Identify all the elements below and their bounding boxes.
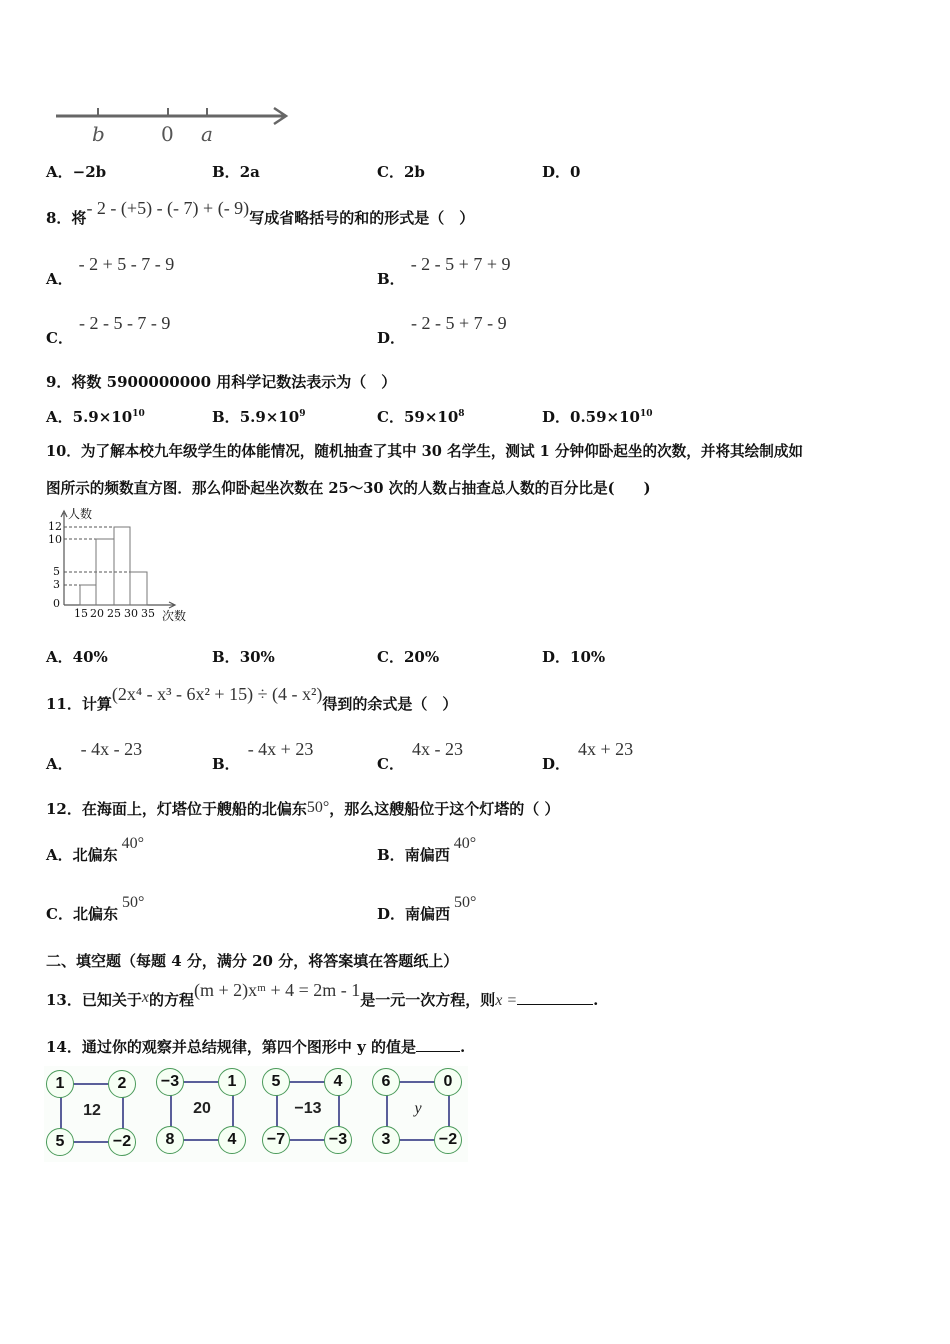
puzzle-figure-4 (372, 1068, 464, 1156)
node-bottom-left: 5 (46, 1128, 74, 1156)
node-top-left: 6 (372, 1068, 400, 1096)
y-tick-0: 0 (53, 597, 60, 610)
node-bottom-right: 4 (218, 1126, 246, 1154)
q9-option-b[interactable]: B．$5.9\times 10^9$ (212, 408, 306, 426)
y-tick-5: 5 (53, 565, 60, 578)
q10-option-c[interactable]: C．20% (377, 648, 440, 666)
q13-answer-blank[interactable] (517, 990, 593, 1005)
q10-option-a[interactable]: A．40% (46, 648, 108, 666)
x-tick-20: 20 (90, 607, 104, 620)
puzzle-figure-1 (46, 1070, 138, 1158)
q10-stem-line1: 10．为了解本校九年级学生的体能情况，随机抽查了其中 30 名学生，测试 1 分钟仰卧起坐的次数，并将其绘制成如 (46, 443, 804, 460)
q14-stem: 14．通过你的观察并总结规律，第四个图形中 y 的值是 . (46, 1038, 466, 1056)
q11-option-c[interactable]: C．4x - 23 (377, 739, 463, 773)
node-bottom-right: −3 (324, 1126, 352, 1154)
frequency-histogram (44, 507, 199, 622)
q8-option-b[interactable]: B．- 2 - 5 + 7 + 9 (377, 254, 511, 288)
q8-expression: - 2 - (+5) - (- 7) + (- 9) (86, 198, 250, 218)
q11-expression: (2x⁴ - x³ - 6x² + 15) ÷ (4 - x²) (111, 684, 323, 704)
y-tick-10: 10 (48, 533, 62, 546)
node-bottom-left: 8 (156, 1126, 184, 1154)
q7-option-d[interactable]: D．0 (542, 163, 581, 181)
q14-figures (44, 1066, 468, 1162)
q9-option-a[interactable]: A．$5.9\times 10^{10}$ (46, 408, 145, 426)
section-2-title: 二、填空题（每题 4 分，满分 20 分，将答案填在答题纸上） (46, 952, 459, 970)
q9-option-d[interactable]: D．$0.59\times 10^{10}$ (542, 408, 653, 426)
x-tick-15: 15 (74, 607, 88, 620)
node-top-right: 2 (108, 1070, 136, 1098)
q12-option-b[interactable]: B．南偏西40° (377, 835, 477, 864)
q8-option-c[interactable]: C．- 2 - 5 - 7 - 9 (46, 313, 171, 347)
x-tick-35: 35 (141, 607, 155, 620)
puzzle-figure-3 (262, 1068, 354, 1156)
q11-option-a[interactable]: A．- 4x - 23 (46, 739, 143, 773)
q13-stem: 13．已知关于x的方程(m + 2)xᵐ + 4 = 2m - 1是一元一次方程，则x = . (46, 980, 599, 1009)
q10-option-b[interactable]: B．30% (212, 648, 275, 666)
q11-option-b[interactable]: B．- 4x + 23 (212, 739, 314, 773)
node-top-right: 1 (218, 1068, 246, 1096)
node-top-left: −3 (156, 1068, 184, 1096)
node-top-left: 1 (46, 1070, 74, 1098)
q9-stem: 9．将数 5900000000 用科学记数法表示为（ ） (46, 373, 397, 391)
x-axis-label: 次数 (162, 609, 187, 623)
q10-option-d[interactable]: D．10% (542, 648, 606, 666)
label-b: b (92, 122, 105, 146)
node-bottom-left: 3 (372, 1126, 400, 1154)
x-tick-25: 25 (107, 607, 121, 620)
label-zero: 0 (161, 122, 174, 146)
node-top-left: 5 (262, 1068, 290, 1096)
q10-stem-line2: 图所示的频数直方图．那么仰卧起坐次数在 25～30 次的人数占抽查总人数的百分比是( ) (46, 480, 651, 497)
node-bottom-left: −7 (262, 1126, 290, 1154)
center-value-y: y (414, 1100, 422, 1117)
center-value: −13 (294, 1100, 322, 1117)
q7-option-b[interactable]: B．2a (212, 163, 260, 181)
q8-stem: 8．将- 2 - (+5) - (- 7) + (- 9)写成省略括号的和的形式是（ ） (46, 198, 475, 227)
center-value: 12 (83, 1102, 101, 1119)
number-line-figure (52, 100, 292, 145)
q12-option-a[interactable]: A．北偏东40° (46, 835, 145, 864)
q8-option-d[interactable]: D．- 2 - 5 + 7 - 9 (377, 313, 507, 347)
node-bottom-right: −2 (108, 1128, 136, 1156)
center-value: 20 (193, 1100, 211, 1117)
q12-option-d[interactable]: D．南偏西50° (377, 894, 477, 923)
y-tick-12: 12 (48, 520, 62, 533)
y-tick-3: 3 (53, 578, 60, 591)
puzzle-figure-2 (156, 1068, 248, 1156)
q14-answer-blank[interactable] (416, 1037, 460, 1052)
q9-option-c[interactable]: C．$59\times 10^8$ (377, 408, 465, 426)
x-tick-30: 30 (124, 607, 138, 620)
q11-option-d[interactable]: D．4x + 23 (542, 739, 634, 773)
y-axis-label: 人数 (68, 507, 93, 521)
node-top-right: 4 (324, 1068, 352, 1096)
node-top-right: 0 (434, 1068, 462, 1096)
label-a: a (201, 122, 213, 146)
q7-option-a[interactable]: A．−2b (46, 163, 107, 181)
q12-option-c[interactable]: C．北偏东50° (46, 894, 145, 923)
q7-option-c[interactable]: C．2b (377, 163, 425, 181)
q8-option-a[interactable]: A．- 2 + 5 - 7 - 9 (46, 254, 175, 288)
q11-stem: 11．计算(2x⁴ - x³ - 6x² + 15) ÷ (4 - x²)得到的余式是（ ） (46, 684, 458, 713)
q13-equation: (m + 2)xᵐ + 4 = 2m - 1 (194, 980, 361, 1000)
q12-stem: 12．在海面上，灯塔位于艘船的北偏东50°，那么这艘船位于这个灯塔的（ ） (46, 799, 560, 818)
node-bottom-right: −2 (434, 1126, 462, 1154)
histogram-chart (44, 507, 199, 622)
